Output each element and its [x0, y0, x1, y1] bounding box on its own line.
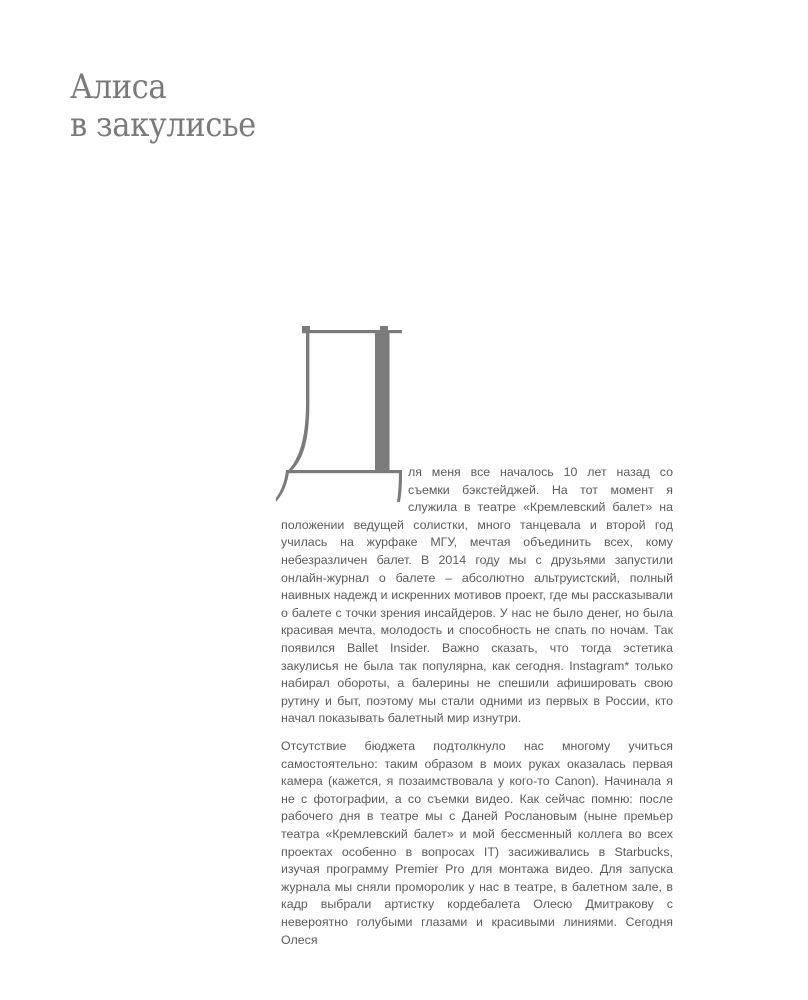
article-paragraph-2: Отсутствие бюджета подтолкнуло нас многому учиться самостоятельно: таким образом в моих руках оказалась первая камера (кажется, я позаимствовала у кого-то Canon). Начинала я не с фотографии, а со съемки видео. Как сейчас помню: после рабочего дня в театре мы с Даней Рослановым (ныне премьер театра «Кремлевский балет» и мой бессменный коллега во всех проектах особенно в вопросах IT) засиживались в Starbucks, изучая программу Premier Pro для монтажа видео. Для запуска журнала мы сняли проморолик у нас в театре, в балетном зале, в кадр выбрали артистку кордебалета Олесю Дмитракову с невероятно голубыми глазами и красивыми линиями. Сегодня Олеся [281, 739, 673, 947]
article-title-line-1: Алиса [70, 67, 167, 107]
article-title-line-2: в закулисье [70, 105, 256, 145]
article-paragraph-1: ля меня все началось 10 лет назад со съемки бэкстейджей. На тот момент я служила в театре «Кремлевский балет» на положении ведущей солистки, много танцевала и второй год училась на журфаке МГУ, мечтая объединить всех, кому небезразличен балет. В 2014 году мы с друзьями запустили онлайн-журнал о балете – абсолютно альтруистский, полный наивных надежд и искренних мотивов проект, где мы рассказывали о балете с точки зрения инсайдеров. У нас не было денег, но была красивая мечта, молодость и способность не спать по ночам. Так появился Ballet Insider. Важно сказать, что тогда эстетика закулисья не была так популярна, как сегодня. Instagram* только набирал обороты, а балерины не спешили афишировать свою рутину и быт, поэтому мы стали одними из первых в России, кто начал показывать балетный мир изнутри. [281, 465, 673, 726]
article-title [70, 68, 256, 144]
